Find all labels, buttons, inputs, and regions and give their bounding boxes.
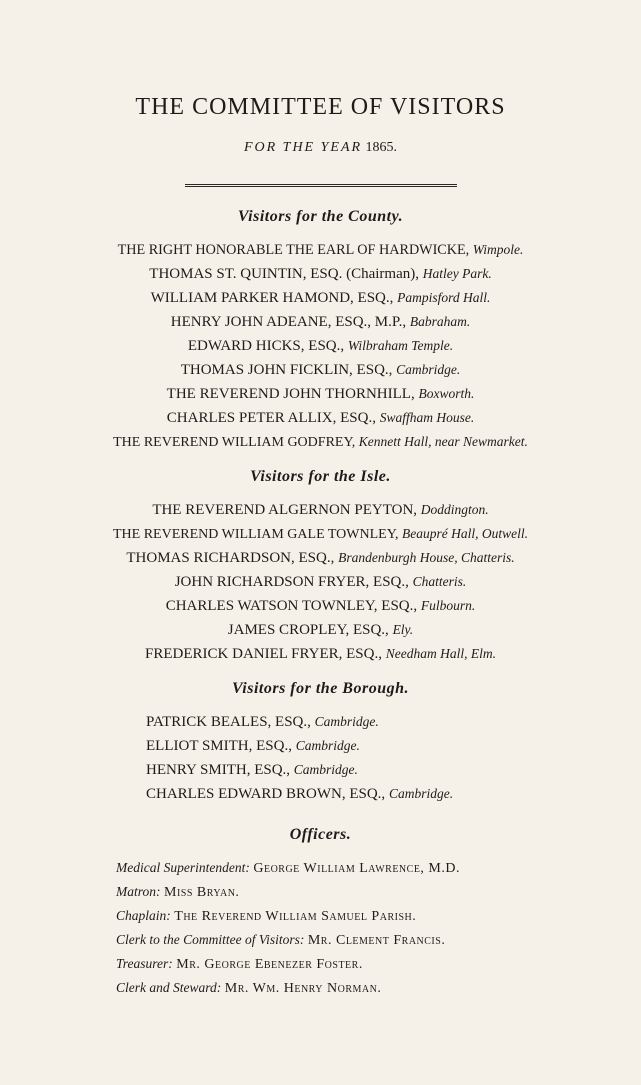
officer-name: Mr. George Ebenezer Foster. bbox=[176, 957, 363, 972]
visitor-name: FREDERICK DANIEL FRYER, ESQ., bbox=[145, 646, 382, 662]
visitor-place: Doddington. bbox=[420, 502, 489, 517]
county-line bbox=[0, 314, 641, 331]
isle-line bbox=[0, 550, 641, 567]
visitor-place: Ely. bbox=[392, 622, 414, 637]
county-line bbox=[0, 362, 641, 379]
title-divider bbox=[185, 184, 457, 187]
officer-role: Chaplain: bbox=[116, 908, 171, 923]
visitor-name: WILLIAM PARKER HAMOND, ESQ., bbox=[150, 290, 394, 306]
visitor-name: CHARLES WATSON TOWNLEY, ESQ., bbox=[165, 598, 418, 614]
county-line bbox=[0, 242, 641, 259]
officer-line bbox=[116, 956, 363, 973]
isle-heading: Visitors for the Isle. bbox=[250, 468, 391, 485]
visitor-name: PATRICK BEALES, ESQ., bbox=[146, 714, 311, 730]
isle-line bbox=[0, 598, 641, 615]
county-line bbox=[0, 410, 641, 427]
borough-line bbox=[146, 738, 360, 755]
county-line bbox=[0, 290, 641, 307]
visitor-place: Wilbraham Temple. bbox=[347, 338, 454, 353]
isle-line bbox=[0, 502, 641, 519]
visitor-name: THOMAS ST. QUINTIN, ESQ. (Chairman), bbox=[149, 266, 419, 282]
visitor-place: Wimpole. bbox=[472, 242, 524, 257]
isle-line bbox=[0, 646, 641, 663]
officer-line bbox=[116, 884, 239, 901]
visitor-name: CHARLES EDWARD BROWN, ESQ., bbox=[146, 786, 386, 802]
page-title: THE COMMITTEE OF VISITORS bbox=[135, 94, 506, 120]
visitor-place: Cambridge. bbox=[314, 714, 379, 729]
page-subtitle bbox=[0, 140, 641, 156]
visitor-place: Cambridge. bbox=[388, 786, 454, 801]
visitor-name: THE RIGHT HONORABLE THE EARL OF HARDWICKE, bbox=[117, 242, 470, 258]
officer-role: Clerk and Steward: bbox=[116, 980, 222, 995]
officer-name: The Reverend William Samuel Parish. bbox=[174, 909, 417, 924]
visitor-place: Cambridge. bbox=[396, 362, 461, 377]
officer-name: George William Lawrence, M.D. bbox=[253, 861, 460, 876]
visitor-place: Cambridge. bbox=[293, 762, 358, 777]
isle-line bbox=[0, 526, 641, 543]
county-heading: Visitors for the County. bbox=[237, 208, 404, 225]
visitor-place: Chatteris. bbox=[412, 574, 467, 589]
officer-name: Mr. Wm. Henry Norman. bbox=[224, 981, 382, 996]
isle-line bbox=[0, 622, 641, 639]
visitor-name: THOMAS JOHN FICKLIN, ESQ., bbox=[180, 362, 393, 378]
visitor-name: ELLIOT SMITH, ESQ., bbox=[146, 738, 292, 754]
visitor-name: JOHN RICHARDSON FRYER, ESQ., bbox=[174, 574, 409, 590]
visitor-name: THE REVEREND WILLIAM GODFREY, bbox=[113, 435, 356, 450]
borough-heading: Visitors for the Borough. bbox=[232, 680, 409, 697]
visitor-name: JAMES CROPLEY, ESQ., bbox=[227, 622, 389, 638]
visitor-place: Needham Hall, Elm. bbox=[385, 646, 496, 661]
officers-heading: Officers. bbox=[289, 826, 352, 843]
officer-name: Mr. Clement Francis. bbox=[307, 933, 446, 948]
borough-line bbox=[146, 762, 358, 779]
visitor-name: THE REVEREND JOHN THORNHILL, bbox=[166, 386, 415, 402]
visitor-name: CHARLES PETER ALLIX, ESQ., bbox=[166, 410, 376, 426]
officer-line bbox=[116, 932, 445, 949]
officer-line bbox=[116, 860, 460, 877]
county-line bbox=[0, 386, 641, 403]
officer-name: Miss Bryan. bbox=[164, 885, 240, 900]
officer-role: Matron: bbox=[116, 884, 161, 899]
visitor-name: THE REVEREND ALGERNON PEYTON, bbox=[152, 502, 418, 518]
officer-line bbox=[116, 908, 416, 925]
visitor-place: Swaffham House. bbox=[379, 410, 475, 425]
visitor-place: Boxworth. bbox=[418, 386, 475, 401]
visitor-name: EDWARD HICKS, ESQ., bbox=[187, 338, 345, 354]
visitor-place: Cambridge. bbox=[295, 738, 360, 753]
borough-line bbox=[146, 786, 453, 803]
visitor-place: Pampisford Hall. bbox=[397, 290, 491, 305]
visitor-name: THOMAS RICHARDSON, ESQ., bbox=[126, 550, 335, 566]
visitor-place: Babraham. bbox=[409, 314, 471, 329]
visitor-name: HENRY SMITH, ESQ., bbox=[146, 762, 291, 778]
visitor-place: Fulbourn. bbox=[420, 598, 476, 613]
officer-role: Medical Superintendent: bbox=[116, 860, 250, 875]
officer-role: Treasurer: bbox=[116, 956, 173, 971]
officer-line bbox=[116, 980, 381, 997]
visitor-name: THE REVEREND WILLIAM GALE TOWNLEY, bbox=[112, 527, 399, 542]
visitor-place: Hatley Park. bbox=[422, 266, 492, 281]
visitor-place: Beaupré Hall, Outwell. bbox=[402, 526, 529, 541]
county-line bbox=[0, 338, 641, 355]
borough-line bbox=[146, 714, 379, 731]
subtitle-year: 1865. bbox=[365, 140, 398, 155]
county-line bbox=[0, 266, 641, 283]
isle-line bbox=[0, 574, 641, 591]
officer-role: Clerk to the Committee of Visitors: bbox=[116, 932, 305, 947]
visitor-name: HENRY JOHN ADEANE, ESQ., M.P., bbox=[170, 314, 407, 330]
county-line bbox=[0, 434, 641, 451]
visitor-place: Brandenburgh House, Chatteris. bbox=[338, 550, 515, 565]
subtitle-prefix: FOR THE YEAR bbox=[243, 140, 363, 155]
visitor-place: Kennett Hall, near Newmarket. bbox=[358, 434, 528, 449]
